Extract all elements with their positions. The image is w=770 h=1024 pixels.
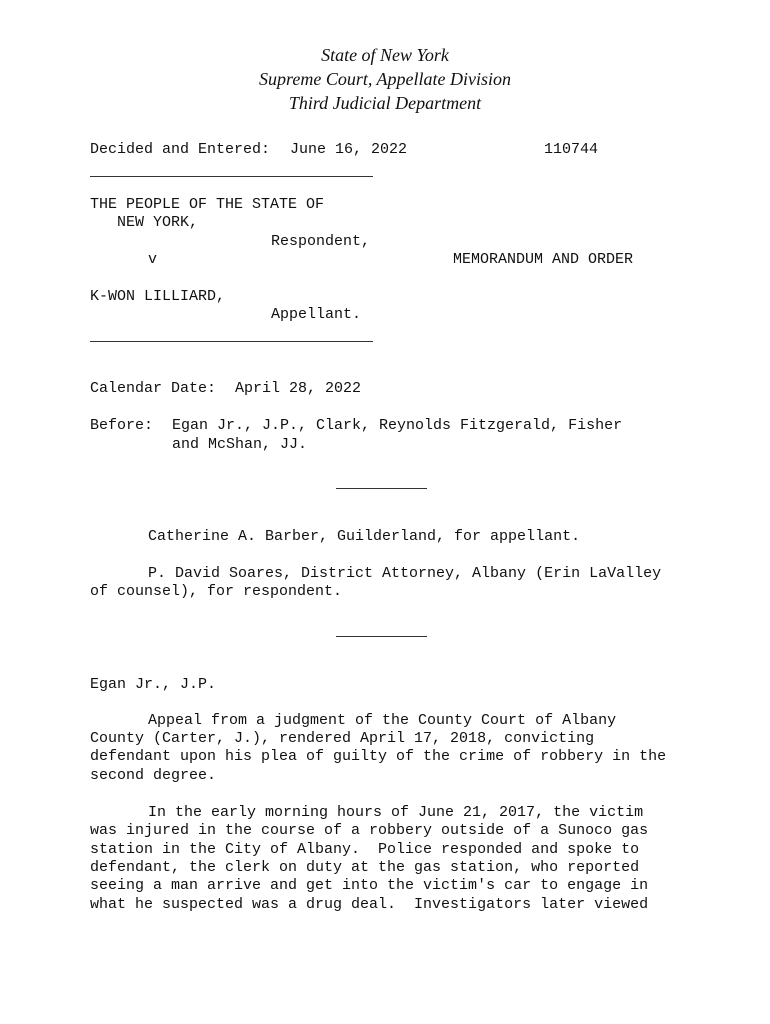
caption-party1-role: Respondent, bbox=[271, 233, 371, 250]
calendar-date: April 28, 2022 bbox=[235, 380, 362, 397]
opinion-para1-line: defendant upon his plea of guilty of the crime of robbery in the bbox=[90, 748, 667, 765]
counsel-respondent-line1: P. David Soares, District Attorney, Albany (Erin LaValley bbox=[148, 565, 662, 582]
caption-top-rule bbox=[90, 176, 373, 177]
counsel-respondent-line2: of counsel), for respondent. bbox=[90, 583, 343, 600]
decided-date: June 16, 2022 bbox=[290, 141, 408, 158]
section-divider-1 bbox=[336, 488, 427, 489]
caption-bottom-rule bbox=[90, 341, 373, 342]
caption-party2: K-WON LILLIARD, bbox=[90, 288, 226, 305]
opinion-author: Egan Jr., J.P. bbox=[90, 676, 217, 693]
counsel-appellant: Catherine A. Barber, Guilderland, for appellant. bbox=[148, 528, 581, 545]
caption-versus: v bbox=[148, 251, 158, 268]
court-name-department: Third Judicial Department bbox=[288, 93, 482, 113]
decided-label: Decided and Entered: bbox=[90, 141, 271, 158]
opinion-para1-line: Appeal from a judgment of the County Court of Albany bbox=[148, 712, 617, 729]
opinion-para2-line: what he suspected was a drug deal. Investigators later viewed bbox=[90, 896, 649, 913]
court-name-division: Supreme Court, Appellate Division bbox=[259, 69, 511, 89]
court-name-state: State of New York bbox=[321, 45, 449, 65]
caption-party2-role: Appellant. bbox=[271, 306, 362, 323]
before-judges-line2: and McShan, JJ. bbox=[172, 436, 308, 453]
opinion-para2-line: station in the City of Albany. Police responded and spoke to bbox=[90, 841, 640, 858]
caption-party1-line2: NEW YORK, bbox=[117, 214, 199, 231]
opinion-para1-line: second degree. bbox=[90, 767, 217, 784]
calendar-label: Calendar Date: bbox=[90, 380, 217, 397]
opinion-para1-line: County (Carter, J.), rendered April 17, 2018, convicting bbox=[90, 730, 595, 747]
section-divider-2 bbox=[336, 636, 427, 637]
before-judges-line1: Egan Jr., J.P., Clark, Reynolds Fitzgerald, Fisher bbox=[172, 417, 623, 434]
document-type: MEMORANDUM AND ORDER bbox=[453, 251, 634, 268]
opinion-para2-line: defendant, the clerk on duty at the gas station, who reported bbox=[90, 859, 640, 876]
opinion-para2-line: seeing a man arrive and get into the victim's car to engage in bbox=[90, 877, 649, 894]
opinion-para2-line: In the early morning hours of June 21, 2017, the victim bbox=[148, 804, 644, 821]
opinion-para2-line: was injured in the course of a robbery outside of a Sunoco gas bbox=[90, 822, 649, 839]
caption-party1-line1: THE PEOPLE OF THE STATE OF bbox=[90, 196, 325, 213]
before-label: Before: bbox=[90, 417, 154, 434]
docket-number: 110744 bbox=[544, 141, 599, 158]
